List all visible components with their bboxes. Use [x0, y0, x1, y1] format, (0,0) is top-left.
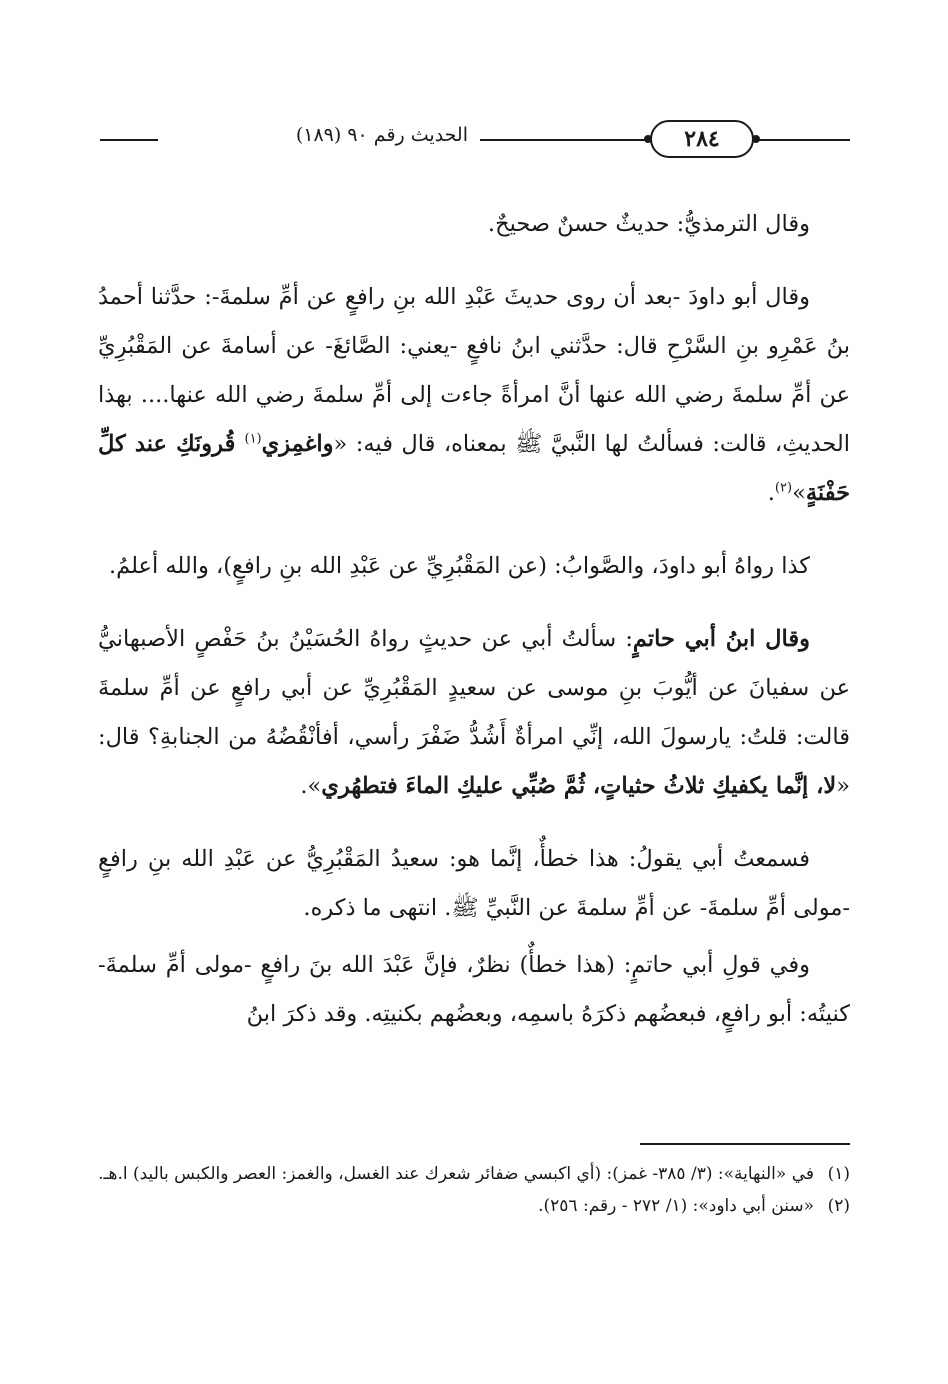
footnote: [98, 1158, 850, 1190]
footnote-separator: [640, 1143, 850, 1145]
page-number-text: ٢٨٤: [684, 126, 720, 152]
paragraph: [98, 615, 850, 811]
hadith-quote-bold: لا، إنَّما يكفيكِ ثلاثُ حثياتٍ، ثُمَّ صُبِّي عليكِ الماءَ فتطهُري: [321, 773, 837, 799]
speaker-bold: وقال ابنُ أبي حاتمٍ: [632, 626, 811, 652]
paragraph: [98, 835, 850, 933]
paragraph: [98, 200, 850, 249]
paragraph-text: وقال الترمذيُّ: حديثٌ حسنٌ صحيحٌ.: [487, 211, 810, 237]
footnote: [98, 1190, 850, 1222]
paragraph: [98, 542, 850, 591]
footnote-marker[interactable]: (٢): [774, 480, 793, 496]
running-title: الحديث رقم ٩٠ (١٨٩): [295, 124, 468, 146]
paragraph: [98, 273, 850, 518]
hadith-quote-bold: واغمِزي: [261, 431, 334, 457]
main-text: [98, 200, 850, 1053]
footnote-text: في «النهاية»: (٣/ ٣٨٥- غمز): (أي اكبسي ضفائر شعرك عند الغسل، والغمز: العصر والكبس باليد) ا.هـ.: [98, 1164, 814, 1184]
header-rule-left: [100, 139, 158, 141]
header-rule-dot: [644, 135, 652, 143]
paragraph: [98, 941, 850, 1039]
paragraph-text: وفي قولِ أبي حاتمٍ: (هذا خطأٌ) نظرٌ، فإنَّ عَبْدَ الله بنَ رافعٍ -مولى أمِّ سلمةَ- كنيتُه: أبو رافعٍ، فبعضُهم ذكرَهُ باسمِه، وبعضُهم بكنيتِه. وقد ذكرَ ابنُ: [98, 952, 850, 1027]
header-rule-right: [758, 139, 850, 141]
footnote-number: (٢): [827, 1196, 850, 1216]
paragraph-text: وقال أبو داودَ -بعد أن روى حديثَ عَبْدِ الله بنِ رافعٍ عن أمِّ سلمةَ-: حدَّثنا أحمدُ بنُ عَمْرِو بنِ السَّرْحِ قال: حدَّثني ابنُ نافعٍ -يعني: الصَّائغَ- عن أسامةَ عن المَقْبُرِيِّ عن أمِّ سلمةَ رضي الله عنها أنَّ امرأةً جاءت إلى أمِّ سلمةَ رضي الله عنها.... بهذا الحديثِ، قالت: فسألتُ لها النَّبيَّ ﷺ بمعناه، قال فيه: «: [98, 284, 850, 457]
footnotes: [98, 1158, 850, 1222]
paragraph-text: فسمعتُ أبي يقولُ: هذا خطأٌ، إنَّما هو: سعيدُ المَقْبُرِيُّ عن عَبْدِ الله بنِ رافعٍ -مولى أمِّ سلمةَ- عن أمِّ سلمةَ عن النَّبيِّ ﷺ. انتهى ما ذكره.: [98, 846, 850, 921]
footnote-marker[interactable]: (١): [244, 431, 262, 447]
footnote-text: «سنن أبي داود»: (١/ ٢٧٢ - رقم: ٢٥٦).: [538, 1196, 814, 1216]
page-number: [650, 120, 754, 158]
footnote-number: (١): [827, 1164, 850, 1184]
paragraph-text: ».: [300, 773, 322, 799]
paragraph-text: كذا رواهُ أبو داودَ، والصَّوابُ: (عن المَقْبُرِيِّ عن عَبْدِ الله بنِ رافعٍ)، والله أعلمُ.: [108, 553, 810, 579]
hadith-quote-bold: قُرونَكِ عند كلِّ حَفْنَةٍ: [98, 431, 850, 506]
paragraph-text: : سألتُ أبي عن حديثٍ رواهُ الحُسَيْنُ بنُ حَفْصٍ الأصبهانيُّ عن سفيانَ عن أيُّوبَ بنِ موسى عن سعيدٍ المَقْبُرِيِّ عن أبي رافعٍ عن أمِّ سلمةَ قالت: قلتُ: يارسولَ الله، إنِّي امرأةٌ أَشُدُّ ضَفْرَ رأسي، أفأنْقُضُهُ من الجنابةِ؟ قال: «: [98, 626, 850, 799]
page-header: [100, 118, 850, 162]
header-rule-middle: [480, 139, 645, 141]
paragraph-text: .: [767, 480, 775, 506]
paragraph-text: »: [792, 480, 806, 506]
